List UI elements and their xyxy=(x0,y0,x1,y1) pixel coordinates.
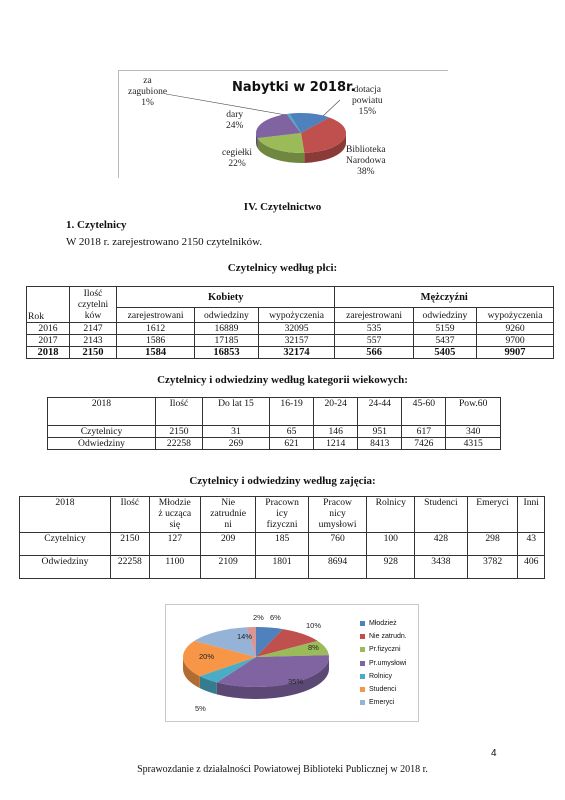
table-row: Czytelnicy 2150 31 65 146 951 617 340 xyxy=(48,426,501,438)
section-subtitle: 1. Czytelnicy xyxy=(66,219,127,231)
readers-by-age-table xyxy=(47,397,501,450)
col-header: Pow.60 xyxy=(446,398,501,426)
col-header: Ilość xyxy=(111,497,150,533)
col-header: 20-24 xyxy=(314,398,358,426)
chart-title: Nabytki w 2018r. xyxy=(232,80,356,95)
slice-label: 14% xyxy=(237,632,253,641)
sub-header: zarejestrowani xyxy=(335,308,413,323)
section-text: W 2018 r. zarejestrowano 2150 czytelników. xyxy=(66,236,263,248)
col-header: Emeryci xyxy=(467,497,518,533)
slice-label: 35% xyxy=(288,677,304,686)
legend-item: Studenci xyxy=(360,683,407,696)
col-header: Rolnicy xyxy=(367,497,415,533)
sub-header: zarejestrowani xyxy=(117,308,195,323)
col-header: Pracown icy fizyczni xyxy=(256,497,308,533)
header-kobiety: Kobiety xyxy=(117,287,335,308)
col-header: Młodzie ż ucząca się xyxy=(149,497,200,533)
header-rok: Rok xyxy=(27,287,70,323)
page-footer: Sprawozdanie z działalności Powiatowej Biblioteki Publicznej w 2018 r. xyxy=(137,764,428,775)
label-zagubione: za zagubione 1% xyxy=(128,76,168,108)
col-header: 16-19 xyxy=(270,398,314,426)
sub-header: odwiedziny xyxy=(413,308,476,323)
slice-label: 10% xyxy=(306,621,322,630)
slice-label: 20% xyxy=(199,652,215,661)
slice-label: 5% xyxy=(195,704,206,713)
slice-label: 6% xyxy=(270,613,281,622)
legend-item: Pr.umysłowi xyxy=(360,657,407,670)
table-row: Odwiedziny 22258 1100 2109 1801 8694 928 3438 3782 406 xyxy=(20,556,545,579)
col-header: 45-60 xyxy=(402,398,446,426)
table3-caption: Czytelnicy i odwiedziny według zajęcia: xyxy=(189,475,376,487)
col-header: Nie zatrudnie ni xyxy=(200,497,255,533)
sub-header: wypożyczenia xyxy=(477,308,554,323)
table-row: Odwiedziny 22258 269 621 1214 8413 7426 4315 xyxy=(48,438,501,450)
occupation-pie-chart xyxy=(165,604,419,722)
leader-line xyxy=(323,100,340,116)
col-header: Pracow nicy umysłowi xyxy=(308,497,367,533)
col-header: 2018 xyxy=(20,497,111,533)
table-row: 2016 2147 1612 16889 32095 535 5159 9260 xyxy=(27,323,554,335)
col-header: 2018 xyxy=(48,398,156,426)
readers-by-gender-table xyxy=(26,286,554,359)
legend-item: Nie zatrudn. xyxy=(360,630,407,643)
readers-by-occupation-table xyxy=(19,496,545,579)
legend-item: Pr.fizyczni xyxy=(360,643,407,656)
label-dotacja: dotacja powiatu 15% xyxy=(352,85,383,117)
label-dary: dary 24% xyxy=(226,110,244,131)
table-row: 2017 2143 1586 17185 32157 557 5437 9700 xyxy=(27,335,554,347)
section-title: IV. Czytelnictwo xyxy=(243,201,322,213)
col-header: Ilość xyxy=(156,398,203,426)
page-number: 4 xyxy=(491,748,497,759)
header-ilosc: Ilość czytelni ków xyxy=(70,287,117,323)
table-row: Czytelnicy 2150 127 209 185 760 100 428 298 43 xyxy=(20,533,545,556)
col-header: Inni xyxy=(518,497,545,533)
label-biblioteka-narodowa: Biblioteka Narodowa 38% xyxy=(346,145,386,177)
sub-header: wypożyczenia xyxy=(258,308,335,323)
slice-label: 8% xyxy=(308,643,319,652)
col-header: Do lat 15 xyxy=(202,398,269,426)
slice-label: 2% xyxy=(253,613,264,622)
acquisitions-pie-chart xyxy=(118,70,448,178)
table2-caption: Czytelnicy i odwiedziny według kategorii wiekowych: xyxy=(157,374,408,386)
col-header: Studenci xyxy=(415,497,467,533)
legend-item: Emeryci xyxy=(360,696,407,709)
pie-svg xyxy=(118,70,448,178)
legend-item: Rolnicy xyxy=(360,670,407,683)
chart-legend xyxy=(360,617,407,709)
sub-header: odwiedziny xyxy=(195,308,258,323)
legend-item: Młodzież xyxy=(360,617,407,630)
header-mezczyzni: Mężczyźni xyxy=(335,287,554,308)
table-row: 2018 2150 1584 16853 32174 566 5405 9907 xyxy=(27,347,554,359)
table1-caption: Czytelnicy według płci: xyxy=(227,262,338,274)
col-header: 24-44 xyxy=(358,398,402,426)
label-cegielki: cegiełki 22% xyxy=(222,148,253,169)
